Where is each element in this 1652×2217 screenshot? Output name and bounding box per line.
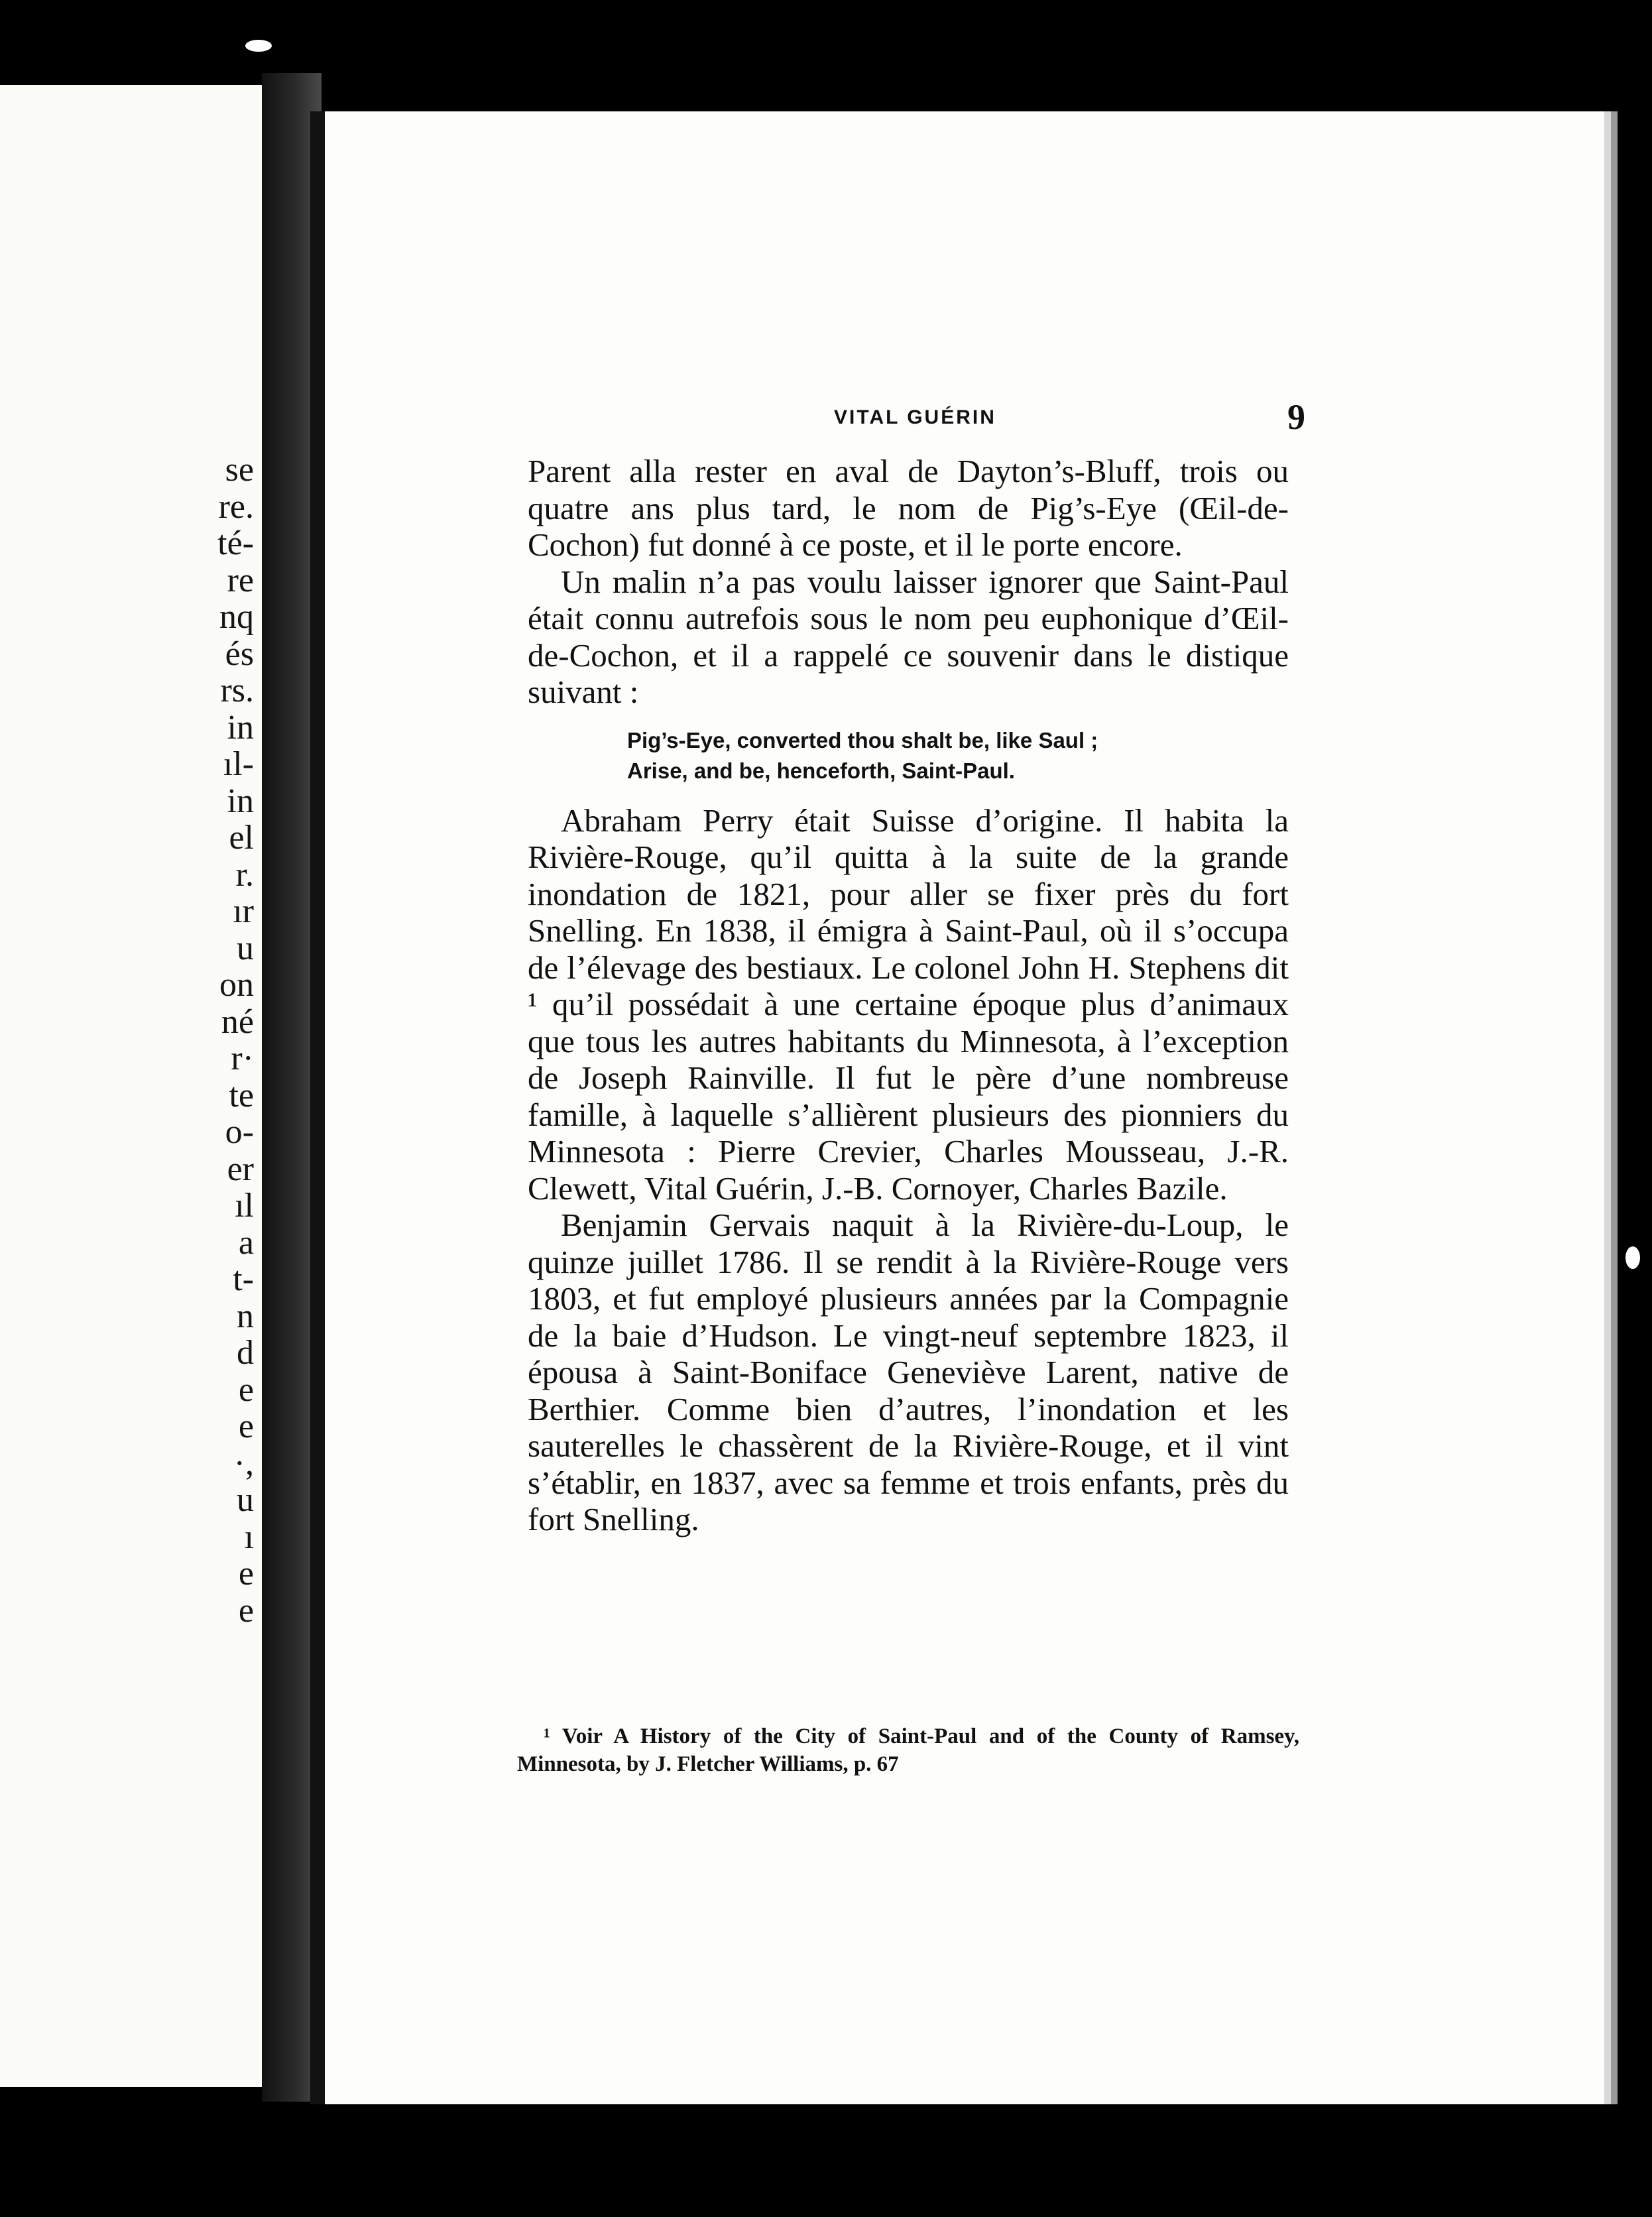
left-page-fragment: ır — [233, 892, 254, 930]
verse-distich — [627, 725, 1289, 786]
page-number: 9 — [1287, 397, 1305, 437]
left-page-fragment: el — [229, 819, 254, 857]
left-facing-page — [0, 85, 266, 2087]
left-page-fragment: r· — [231, 1040, 254, 1077]
scan-speck — [1625, 1246, 1640, 1269]
right-page — [310, 111, 1604, 2104]
left-page-fragment: o- — [225, 1113, 254, 1151]
left-page-fragment: re — [227, 561, 254, 599]
left-page-fragment: u — [237, 929, 254, 967]
left-page-fragment: n — [237, 1297, 254, 1335]
running-head: VITAL GUÉRIN — [834, 406, 996, 428]
paragraph-4: Benjamin Gervais naquit à la Rivière-du-Loup, le quinze juillet 1786. Il se rendit à la Rivière-Rouge vers 1803, et fut employé plusieurs années par la Compagnie de la baie d’Hudson. Le vingt-neuf septembre 1823, il épousa à Saint-Boniface Geneviève Larent, native de Berthier. Comme bien d’autres, l’inondation et les sauterelles le chassèrent de la Rivière-Rouge, et il vint s’établir, en 1837, avec sa femme et trois enfants, près du fort Snelling. — [528, 1207, 1289, 1537]
left-page-fragment: te — [229, 1076, 254, 1114]
left-page-fragment: in — [227, 782, 254, 820]
verse-line-2: Arise, and be, henceforth, Saint-Paul. — [627, 758, 1015, 783]
paragraph-2: Un malin n’a pas voulu laisser ignorer que Saint-Paul était connu autrefois sous le nom peu euphonique d’Œil-de-Cochon, et il a rappelé ce souvenir dans le distique suivant : — [528, 563, 1289, 710]
scan-speck — [245, 40, 272, 52]
left-page-fragment: rs. — [220, 672, 254, 709]
left-page-fragment: e — [238, 1370, 254, 1409]
left-page-fragment: t- — [233, 1260, 254, 1298]
verse-line-1: Pig’s-Eye, converted thou shalt be, like Saul ; — [627, 727, 1098, 752]
left-page-fragment: né — [221, 1002, 254, 1041]
left-page-fragment: ıl- — [223, 745, 254, 783]
left-page-fragment: re. — [218, 487, 254, 526]
left-page-fragment: d — [237, 1334, 254, 1372]
left-page-fragment: in — [227, 708, 254, 747]
left-page-fragment: ı — [244, 1518, 254, 1556]
left-page-fragment: és — [225, 634, 254, 673]
left-page-fragment: ·, — [233, 1444, 254, 1482]
left-page-fragment: nq — [219, 598, 254, 636]
paragraph-1: Parent alla rester en aval de Dayton’s-Bluff, trois ou quatre ans plus tard, le nom de Pig’s-Eye (Œil-de-Cochon) fut donné à ce poste, et il le porte encore. — [528, 453, 1289, 563]
left-page-fragment: on — [219, 966, 254, 1004]
left-page-fragment: té- — [217, 524, 254, 562]
left-page-fragment: u — [237, 1481, 254, 1519]
body-text — [528, 453, 1289, 1538]
left-page-fragment: e — [238, 1591, 254, 1630]
left-page-fragment: r. — [235, 855, 254, 894]
left-page-fragment: ıl — [235, 1187, 254, 1225]
left-page-fragment: e — [238, 1555, 254, 1592]
footnote: ¹ Voir A History of the City of Saint-Paul and of the County of Ramsey, Minnesota, by J. Fletcher Williams, p. 67 — [517, 1724, 1299, 1776]
left-page-fragment: se — [225, 451, 254, 489]
left-page-fragment: e — [238, 1408, 254, 1445]
left-page-fragment: er — [227, 1150, 254, 1188]
left-page-fragment: a — [238, 1223, 254, 1262]
paragraph-3: Abraham Perry était Suisse d’origine. Il habita la Rivière-Rouge, qu’il quitta à la suite de la grande inondation de 1821, pour aller se fixer près du fort Snelling. En 1838, il émigra à Saint-Paul, où il s’occupa de l’élevage des bestiaux. Le colonel John H. Stephens dit ¹ qu’il possédait à une certaine époque plus d’animaux que tous les autres habitants du Minnesota, à l’exception de Joseph Rainville. Il fut le père d’une nombreuse famille, à laquelle s’allièrent plusieurs des pionniers du Minnesota : Pierre Crevier, Charles Mousseau, J.-R. Clewett, Vital Guérin, J.-B. Cornoyer, Charles Bazile. — [528, 802, 1289, 1207]
